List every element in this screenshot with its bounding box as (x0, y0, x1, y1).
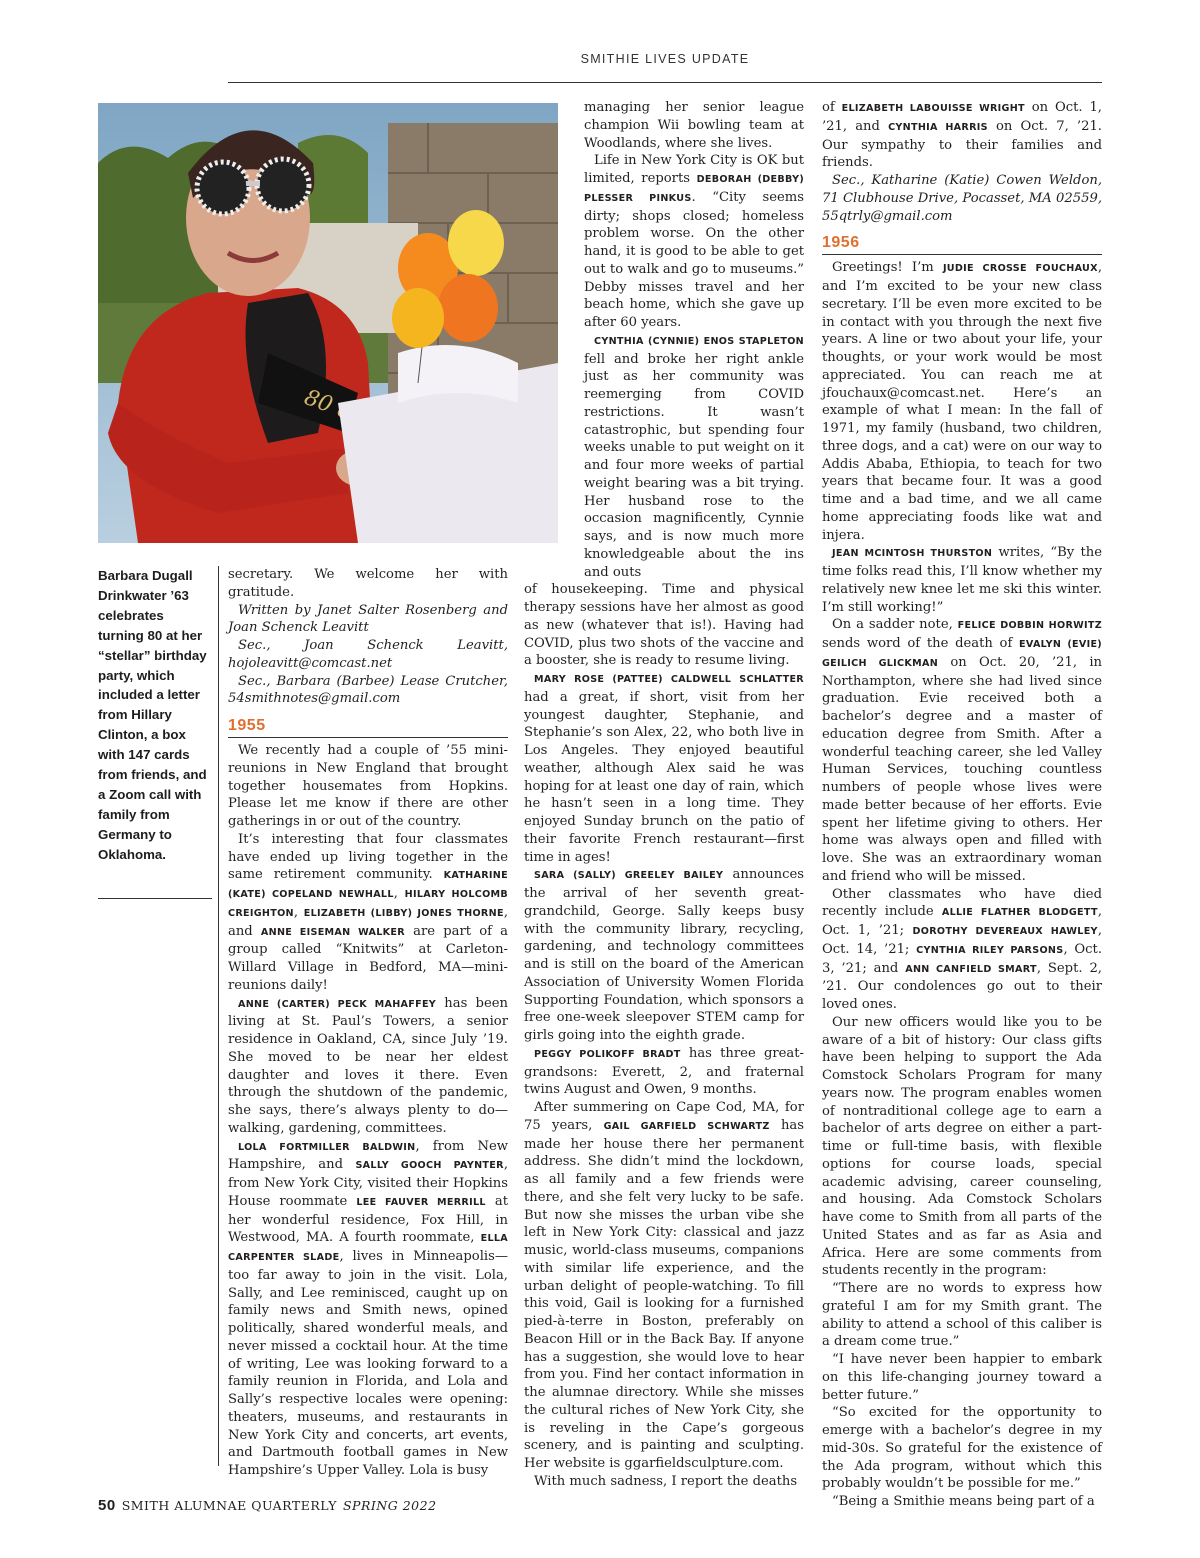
classmate-name: CYNTHIA (CYNNIE) ENOS STAPLETON (594, 335, 804, 347)
classmate-name: LEE FAUVER MERRILL (356, 1196, 486, 1208)
classmate-name: ANNE EISEMAN WALKER (260, 926, 405, 938)
quote: “There are no words to express how grateful I am for my Smith grant. The ability to attend a school of this caliber is a dream come true.” (822, 1281, 1102, 1350)
paragraph: After summering on Cape Cod, MA, for 75 years, GAIL GARFIELD SCHWARTZ has made her house there her permanent address. She didn’t mind the lockdown, as all family and a few friends were there, and she felt very lucky to be safe. But now she misses the urban vibe she left in New York City: classical and jazz music, world-class museums, companions with similar life experience, and the urban delight of people-watching. To fill this void, Gail is looking for a furnished pied-à-terre in Boston, preferably on Beacon Hill or in the Back Bay. If anyone has a suggestion, she would love to hear from you. Find her contact information in the alumnae directory. While she misses the cultural riches of New York City, she is reveling in the Cape’s gorgeous scenery, and is painting and sculpting. Her website is ggarfieldsculpture.com. (524, 1100, 804, 1471)
column-2 (524, 99, 804, 1491)
classmate-name: ELIZABETH LABOUISSE WRIGHT (841, 103, 1025, 114)
paragraph: Other classmates who have died recently include ALLIE FLATHER BLODGETT, Oct. 1, ’21; DOROTHY DEVEREAUX HAWLEY, Oct. 14, ’21; CYNTHIA RILEY PARSONS, Oct. 3, ’21; and ANN CANFIELD SMART, Sept. 2, ’21. Our condolences go out to their loved ones. (822, 886, 1102, 1012)
classmate-name: FELICE DOBBIN HORWITZ (957, 620, 1103, 632)
classmate-name: MARY ROSE (PATTEE) CALDWELL SCHLATTER (534, 674, 804, 685)
paragraph: MARY ROSE (PATTEE) CALDWELL SCHLATTER had a great, if short, visit from her youngest daughter, Stephanie, and Stephanie’s son Alex, 22, who both live in Los Angeles. They enjoyed beautiful weather, although Alex said he was hoping for at least one day of rain, which he hasn’t seen in a long time. They enjoyed Sunday brunch on the patio of their favorite French restaurant—first time in ages! (524, 674, 804, 865)
paragraph: SARA (SALLY) GREELEY BAILEY announces the arrival of her seventh great-grandchild, George. Sally keeps busy with the community library, recycling, gardening, and technology committees and is still on the board of the American Association of University Women Florida Supporting Foundation, which sponsors a free one-week sleepover STEM camp for girls going into the eighth grade. (524, 867, 804, 1043)
classmate-name: DOROTHY DEVEREAUX HAWLEY (912, 926, 1098, 937)
paragraph: of ELIZABETH LABOUISSE WRIGHT on Oct. 1, ’21, and CYNTHIA HARRIS on Oct. 7, ’21. Our sympathy to their families and friends. (822, 100, 1102, 171)
column-3 (822, 99, 1102, 1511)
classmate-name: PEGGY POLIKOFF BRADT (534, 1048, 681, 1060)
paragraph: Greetings! I’m JUDIE CROSSE FOUCHAUX, and I’m excited to be your new class secretary. I’ll be even more excited to be in contact with you through the next five years. A line or two about your life, your thoughts, or your work would be most appreciated. You can reach me at jfouchaux@comcast.net. Here’s an example of what I mean: In the fall of 1971, my family (husband, two children, three dogs, and a cat) were on our way to Addis Ababa, Ethiopia, to teach for two years that became four. It was a good time and a bad time, and we all came home appreciating foods like wat and injera. (822, 260, 1102, 543)
class-year-heading: 1955 (228, 716, 508, 738)
paragraph: of housekeeping. Time and physical therapy sessions have her almost as good as new (whatever that is!). Having had COVID, plus two shots of the vaccine and a booster, she is ready to resume living. (524, 582, 804, 669)
secretary-contact: Sec., Katharine (Katie) Cowen Weldon, 71 Clubhouse Drive, Pocasset, MA 02559, 55qtrly@gmail.com (822, 173, 1102, 224)
classmate-name: ALLIE FLATHER BLODGETT (941, 907, 1098, 919)
classmate-name: GAIL GARFIELD SCHWARTZ (603, 1120, 770, 1132)
quote: “Being a Smithie means being part of a (832, 1494, 1095, 1509)
sash-text: 80 (300, 385, 336, 419)
classmate-name: ELLA CARPENTER SLADE (228, 1233, 508, 1263)
classmate-name: EVALYN (EVIE) GEILICH GLICKMAN (822, 639, 1102, 669)
byline: Written by Janet Salter Rosenberg and Joan Schenck Leavitt (228, 602, 508, 636)
classmate-name: CYNTHIA HARRIS (888, 121, 988, 133)
paragraph: PEGGY POLIKOFF BRADT has three great-grandsons: Everett, 2, and fraternal twins August and Owen, 9 months. (524, 1045, 804, 1098)
classmate-name: ANN CANFIELD SMART (905, 963, 1037, 975)
classmate-name: DEBORAH (DEBBY) PLESSER PINKUS (584, 174, 804, 204)
column-divider (218, 566, 219, 1466)
paragraph: It’s interesting that four classmates have ended up living together in the same retirement community. KATHARINE (KATE) COPELAND NEWHALL, HILARY HOLCOMB CREIGHTON, ELIZABETH (LIBBY) JONES THORNE, and ANNE EISEMAN WALKER are part of a group called “Knitwits” at Carleton-Willard Village in Bedford, MA—mini-reunions daily! (228, 831, 508, 993)
paragraph: With much sadness, I report the deaths (534, 1473, 798, 1489)
secretary-contact: Sec., Joan Schenck Leavitt, hojoleavitt@comcast.net (228, 638, 508, 671)
paragraph: managing her senior league champion Wii bowling team at Woodlands, where she lives. (584, 100, 804, 151)
photo-caption: Barbara Dugall Drinkwater ’63 celebrates turning 80 at her “stellar” birthday party, which included a letter from Hillary Clinton, a box with 147 cards from friends, and a Zoom call with family from Germany to Oklahoma. (98, 568, 207, 862)
classmate-name: SALLY GOOCH PAYNTER (355, 1160, 504, 1172)
paragraph: Life in New York City is OK but limited, reports DEBORAH (DEBBY) PLESSER PINKUS. “City seems dirty; shops closed; homeless problem worse. On the other hand, it is good to be able to get out to walk and go to museums.” Debby misses travel and her beach home, which she gave up after 60 years. (584, 153, 804, 330)
paragraph: LOLA FORTMILLER BALDWIN, from New Hampshire, and SALLY GOOCH PAYNTER, from New York City, visited their Hopkins House roommate LEE FAUVER MERRILL at her wonderful residence, Fox Hill, in Westwood, MA. A fourth roommate, ELLA CARPENTER SLADE, lives in Minneapolis—too far away to join in the visit. Lola, Sally, and Lee reminisced, caught up on family news and Smith news, opined politically, shared wonderful meals, and never missed a cocktail hour. At the time of writing, Lee was looking forward to a family reunion in Florida, and Lola and Sally’s respective locales were opening: theaters, museums, and restaurants in New York City and concerts, art events, and Dartmouth football games in New Hampshire’s Upper Valley. Lola is busy (228, 1138, 508, 1478)
paragraph: Our new officers would like you to be aware of a bit of history: Our class gifts have been helping to support the Ada Comstock Scholars Program for many years now. The program enables women of nontraditional college age to earn a bachelor of arts degree on either a part-time or full-time basis, with flexible options for course loads, special academic advising, career counseling, and housing. Ada Comstock Scholars have come to Smith from all parts of the United States and as far as Asia and Africa. Here are some comments from students recently in the program: (822, 1014, 1102, 1279)
header-rule (228, 82, 1102, 83)
paragraph: CYNTHIA (CYNNIE) ENOS STAPLETON fell and broke her right ankle just as her community was reemerging from COVID restrictions. It wasn’t catastrophic, but spending four weeks unable to put weight on it and four more weeks of partial weight bearing was a bit trying. Her husband rose to the occasion magnificently, Cynnie says, and is now much more knowledgeable about the ins and outs (584, 335, 804, 580)
class-year-heading: 1956 (822, 233, 1102, 255)
paragraph: We recently had a couple of ’55 mini-reunions in New England that brought together housemates from Hopkins. Please let me know if there are other gatherings in or out of the country. (228, 743, 508, 829)
classmate-name: ANNE (CARTER) PECK MAHAFFEY (238, 998, 437, 1010)
classmate-name: KATHARINE (KATE) COPELAND NEWHALL (228, 870, 508, 900)
paragraph: ANNE (CARTER) PECK MAHAFFEY has been living at St. Paul’s Towers, a senior residence in Oakland, CA, since July ’19. She moved to be near her eldest daughter and loves it there. Even through the shutdown of the pandemic, she says, there’s always plenty to do—walking, gardening, committees. (228, 995, 508, 1136)
birthday-photo (98, 103, 558, 543)
section-header: SMITHIE LIVES UPDATE (580, 52, 750, 66)
magazine-title: SMITH ALUMNAE QUARTERLY (121, 1498, 337, 1513)
classmate-name: JUDIE CROSSE FOUCHAUX (942, 263, 1098, 275)
paragraph: secretary. We welcome her with gratitude. (228, 567, 508, 600)
classmate-name: HILARY HOLCOMB CREIGHTON (228, 889, 508, 919)
classmate-name: SARA (SALLY) GREELEY BAILEY (534, 870, 724, 882)
classmate-name: LOLA FORTMILLER BALDWIN (238, 1141, 416, 1153)
paragraph: JEAN MCINTOSH THURSTON writes, “By the time folks read this, I’ll know whether my relatively new knee let me ski this winter. I’m still working!” (822, 545, 1102, 615)
page-footer (98, 1497, 437, 1514)
secretary-contact: Sec., Barbara (Barbee) Lease Crutcher, 54smithnotes@gmail.com (228, 673, 508, 707)
caption-rule (98, 898, 212, 899)
column-1 (228, 566, 508, 1480)
photo-illustration (98, 103, 558, 543)
quote: “I have never been happier to embark on this life-changing journey toward a better future.” (822, 1352, 1102, 1403)
classmate-name: CYNTHIA RILEY PARSONS (916, 944, 1064, 956)
quote: “So excited for the opportunity to emerge with a bachelor’s degree in my mid-30s. So grateful for the existence of the Ada program, without which this probably wouldn’t be possible for me.” (822, 1405, 1102, 1492)
paragraph: On a sadder note, FELICE DOBBIN HORWITZ sends word of the death of EVALYN (EVIE) GEILICH GLICKMAN on Oct. 20, ’21, in Northampton, where she had lived since graduation. Evie received both a bachelor’s degree and a master of education degree from Smith. After a wonderful teaching career, she led Valley Human Services, touching countless numbers of people whose lives were made better because of her efforts. Evie spent her lifetime giving to others. Her home was always open and filled with love. She was an extraordinary woman and friend who will be missed. (822, 617, 1103, 884)
classmate-name: JEAN MCINTOSH THURSTON (832, 548, 993, 560)
classmate-name: ELIZABETH (LIBBY) JONES THORNE (303, 907, 504, 919)
page-number: 50 (98, 1497, 116, 1514)
issue-label: SPRING 2022 (342, 1498, 437, 1513)
